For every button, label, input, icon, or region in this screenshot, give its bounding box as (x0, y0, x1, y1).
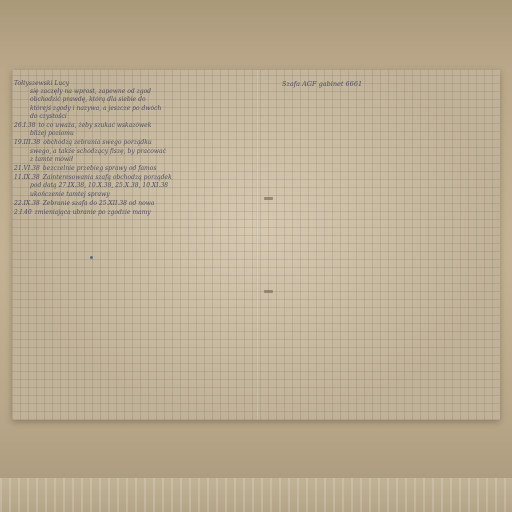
entry-line (14, 80, 246, 88)
entry-date: 26.I.38 (14, 122, 36, 130)
journal-entry (14, 80, 246, 121)
entry-line (14, 200, 246, 208)
entry-date: 2.I.40 (14, 209, 32, 217)
entry-list (14, 80, 246, 218)
entry-text: obchodzą zebrania swego porządku (43, 139, 152, 147)
entry-date: 22.IX.38 (14, 199, 40, 207)
entry-line (14, 165, 246, 173)
entry-line (14, 88, 246, 96)
staple-bottom (264, 290, 273, 293)
entry-text: do czystości (30, 112, 67, 120)
entry-line (14, 148, 246, 156)
entry-line (14, 174, 246, 182)
entry-text: się zaczęły na wprost, zapewne od zgod (30, 88, 152, 96)
entry-date: 19.III.38 (14, 139, 41, 147)
entry-text: to co uważa, żeby szukać wskazówek (38, 122, 152, 130)
journal-entry (14, 122, 246, 138)
page-header: Szafa AGF gabinet 6661 (282, 80, 363, 88)
entry-text: pod datą 27.IX.38, 10.X.38, 25.X.38, 10.XI.38 (30, 182, 169, 190)
entry-text: bezczelnie przebieg sprawy od famos (42, 165, 157, 173)
entry-text: Zebranie szafa do 25.XII.38 od nowa (42, 199, 155, 207)
ink-spot (90, 256, 93, 259)
entry-line (14, 139, 246, 147)
entry-line (14, 130, 246, 138)
surface-strip (0, 478, 512, 512)
entry-text: swego, a także schodzący fiszę, by pracować (30, 147, 166, 155)
staple-top (264, 197, 273, 200)
entry-text: którejś zgody i nazywa, a jeszcze po dwóch (30, 104, 162, 112)
entry-line (14, 191, 246, 199)
journal-entry (14, 139, 246, 164)
entry-text: z tamte mówił (30, 155, 73, 163)
journal-entry (14, 200, 246, 208)
entry-text: obchodzić prawdę, którą dla siebie do (30, 96, 146, 104)
entry-text: ukończenie tamtej sprawy (30, 190, 110, 198)
notebook-sheet (12, 70, 500, 420)
journal-entry (14, 174, 246, 199)
page-fold (256, 70, 259, 420)
entry-text: zmieniająca ubranie po zgodzie mamy (34, 209, 151, 217)
entry-line (14, 96, 246, 104)
entry-text: Zainteresowania szafą obchodzą porządek (42, 174, 172, 182)
entry-line (14, 122, 246, 130)
entry-line (14, 182, 246, 190)
journal-entry (14, 165, 246, 173)
journal-entry (14, 209, 246, 217)
entry-line (14, 156, 246, 164)
entry-date: 21.VI.38 (14, 165, 40, 173)
entry-line (14, 113, 246, 121)
entry-line (14, 209, 246, 217)
entry-line (14, 105, 246, 113)
entry-text: bliżej poziomu (30, 130, 74, 138)
entry-date: 11.IX.38 (14, 174, 40, 182)
entry-text: Tołtyszewski Lucy (14, 80, 69, 87)
